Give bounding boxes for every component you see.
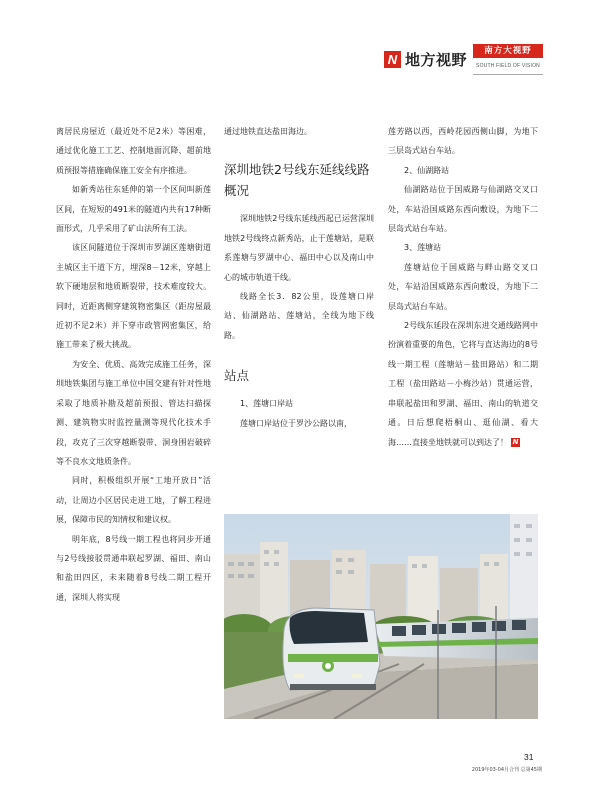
paragraph: 为安全、优质、高效完成施工任务，深圳地铁集团与施工单位中国交建有针对性地采取了地质补勘及超前预报、管达扫描探测、建筑物实时监控量测等现代化技术手段，攻克了三次穿越断裂带、洞身围岩破碎等不良水文地质条件。 [56,359,211,466]
article-column-2 [224,122,374,433]
section-title: 地方视野 [405,50,468,69]
metro-train-illustration [224,514,538,719]
metro-train-photo [224,514,538,719]
page-number: 31 [524,752,534,762]
closing-text: 2号线东延段在深圳东进交通线路网中扮演着重要的角色，它将与直达海边的8号线一期工程（莲塘站－盐田路站）和二期工程（盐田路站－小梅沙站）贯通运营，串联起盐田和罗湖、福田、南山的轨道交通。日后想爬梧桐山、逛仙湖、看大海……直接坐地铁就可以到达了！ [388,321,538,447]
paragraph: 通过地铁直达盐田海边。 [224,127,312,136]
column-tag: 南方大视野 [473,44,543,58]
paragraph: 线路全长3．82公里，设莲塘口岸站、仙湖路站、莲塘站，全线为地下线路。 [224,292,374,340]
paragraph: 仙湖路站位于国威路与仙湖路交叉口处，车站沿国威路东西向敷设，为地下二层岛式站台车站。 [388,185,538,234]
paragraph: 莲芳路以西，西岭花园西侧山脚，为地下三层岛式站台车站。 [388,127,538,156]
end-mark-icon: N [512,437,519,446]
section-heading-overview: 深圳地铁2号线东延线线路概况 [224,162,370,199]
paragraph: 莲塘口岸站位于罗沙公路以南， [240,418,352,428]
paragraph: 莲塘站位于国威路与畔山路交叉口处，车站沿国威路东西向敷设，为地下二层岛式站台车站。 [388,262,538,311]
issue-info: 2019年03-04月合刊 总第45期 [471,767,542,773]
masthead [384,44,543,74]
paragraph: 该区间隧道位于深圳市罗湖区莲塘街道主城区主干道下方，埋深8－12米，穿越上软下硬地层和地质断裂带，技术难度较大。同时，近距离侧穿建筑物密集区（距房屋最近初不足2米）并下穿市政管网密集区，给施工带来了极大挑战。 [56,243,211,350]
paragraph: 深圳地铁2号线东延线西起已运营深圳地铁2号线终点新秀站，止于莲塘站，是联系莲塘与罗湖中心、福田中心以及南山中心的城市轨道干线。 [224,214,374,282]
magazine-logo-icon: N [384,51,401,68]
paragraph: 如新秀站往东延伸的第一个区间叫新莲区间，在短短的491米的隧道内共有17种断面形式，几乎采用了矿山法所有工法。 [56,185,211,234]
masthead-brand [384,44,473,74]
station-title: 2、仙湖路站 [404,165,450,175]
paragraph: 离居民房屋近（最近处不足2米）等困难，通过优化施工工艺、控制地面沉降、超前地质预报等措施确保施工安全有序推进。 [56,127,211,175]
paragraph: 同时，积极组织开展“工地开放日”活动，让周边小区居民走进工地，了解工程进展，保障市民的知情权和建议权。 [56,476,211,525]
section-heading-stations: 站点 [224,368,250,384]
paragraph: 明年底，8号线一期工程也将同步开通与2号线接驳贯通串联起罗湖、福田、南山和盐田四区，未来随着8号线二期工程开通，深圳人将实现 [56,534,211,602]
masthead-tag-block [473,44,543,74]
station-title: 3、莲塘站 [404,243,442,253]
station-title: 1、莲塘口岸站 [240,399,294,409]
article-column-3 [388,122,538,452]
article-column-1 [56,122,211,607]
closing-paragraph [388,316,538,452]
column-tag-english: SOUTH FIELD OF VISION [473,58,543,75]
